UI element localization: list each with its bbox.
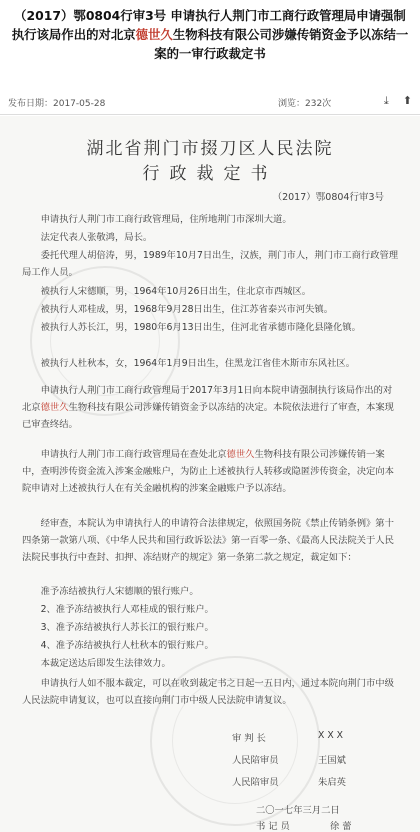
- court-name: 湖北省荆门市掇刀区人民法院: [86, 139, 334, 159]
- respondent-3-paragraph: 被执行人苏长江，男，1980年6月13日出生，住河北省承德市隆化县隆化镇。: [40, 322, 361, 333]
- article-meta: [0, 92, 420, 112]
- juror-1-role: 人民陪审员: [232, 755, 279, 766]
- document-image: [0, 116, 420, 832]
- clerk-name: 徐 蕾: [330, 821, 352, 832]
- respondent-1-paragraph: 被执行人宋德顺，男，1964年10月26日出生，住北京市西城区。: [40, 286, 312, 297]
- juror-2-role: 人民陪审员: [232, 777, 279, 788]
- ruling-item-1: 准予冻结被执行人宋德顺的银行账户。: [40, 586, 199, 597]
- reasoning-paragraph: 经审查，本院认为申请执行人的申请符合法律规定，依照国务院《禁止传销条例》第十四条第一款第八项、《中华人民共和国行政诉讼法》第一百零一条、《最高人民法院关于人民法院民事执行中查封、扣押、冻结财产的规定》第一条第二款之规定，裁定如下：: [22, 518, 394, 563]
- appeal-paragraph: 申请执行人如不服本裁定，可以在收到裁定书之日起一五日内，通过本院向荆门市中级人民法院申请复议，也可以直接向荆门市中级人民法院申请复议。: [22, 678, 394, 706]
- facts-text-1: 申请执行人荆门市工商行政管理局在查处北京: [40, 449, 227, 460]
- legal-rep-paragraph: 法定代表人张敬鸿，局长。: [40, 232, 153, 243]
- facts-highlight[interactable]: 德世久: [226, 449, 255, 460]
- ruling-item-4: 4、准予冻结被执行人杜秋本的银行账户。: [40, 640, 214, 651]
- facts-text-2: 生物科技有限公司涉嫌传销一案中，查明涉传资金流入涉案金融账户，为防止上述被执行人转移或隐匿涉传资金，决定向本院申请对上述被执行人在有关金融机构的涉案金融账户予以冻结。: [22, 449, 394, 494]
- ruling-item-3: 3、准予冻结被执行人苏长江的银行账户。: [40, 622, 214, 633]
- juror-2-name: 朱启英: [318, 777, 346, 788]
- action-icons: [384, 94, 412, 108]
- ruling-item-2: 2、准予冻结被执行人邓桂成的银行账户。: [40, 604, 214, 615]
- respondent-2-paragraph: 被执行人邓桂成，男，1968年9月28日出生，住江苏省泰兴市河失镇。: [40, 304, 334, 315]
- chief-judge-role: 审 判 长: [232, 733, 266, 744]
- app-highlight[interactable]: 德世久: [40, 402, 69, 413]
- divider: [0, 114, 420, 115]
- chief-judge-name: X X X: [318, 730, 344, 741]
- effect-paragraph: 本裁定送达后即发生法律效力。: [40, 658, 171, 669]
- share-icon[interactable]: ⬆: [402, 94, 412, 107]
- app-text-2: 生物科技有限公司涉嫌传销资金予以冻结的决定。本院依法进行了审查，本案现已审查终结。: [22, 402, 394, 430]
- headline-text-2: 生物科技有限公司涉嫌传销资金予以冻结一案的一审行政裁定书: [154, 27, 409, 61]
- applicant-paragraph: 申请执行人荆门市工商行政管理局，住所地荆门市深圳大道。: [40, 214, 292, 225]
- publish-date: 发布日期：2017-05-28: [8, 99, 106, 109]
- view-count: 浏览：232次: [278, 99, 332, 109]
- document-type: 行政裁定书: [142, 164, 278, 184]
- juror-1-name: 王国斌: [318, 755, 346, 766]
- article-headline: [8, 6, 412, 63]
- application-paragraph: [22, 382, 400, 433]
- agent-paragraph: 委托代理人胡倍涛，男，1989年10月7日出生，汉族，荆门市人，荆门市工商行政管理局工作人员。: [22, 250, 399, 278]
- app-text-1: 申请执行人荆门市工商行政管理局于2017年3月1日向本院申请强制执行该局作出的对北京: [22, 385, 393, 413]
- facts-paragraph: [22, 446, 400, 497]
- case-number: （2017）鄂0804行审3号: [272, 192, 384, 203]
- respondent-4-paragraph: 被执行人杜秋本，女，1964年1月9日出生，住黑龙江省佳木斯市东风社区。: [40, 358, 355, 369]
- headline-text-1: （2017）鄂0804行审3号 申请执行人荆门市工商行政管理局申请强制执行该局作出的对北京: [11, 8, 406, 42]
- ruling-date: 二〇一七年三月二日: [256, 805, 340, 816]
- headline-highlight[interactable]: 德世久: [135, 27, 173, 42]
- clerk-role: 书 记 员: [256, 821, 290, 832]
- download-icon[interactable]: ⤓: [383, 94, 389, 107]
